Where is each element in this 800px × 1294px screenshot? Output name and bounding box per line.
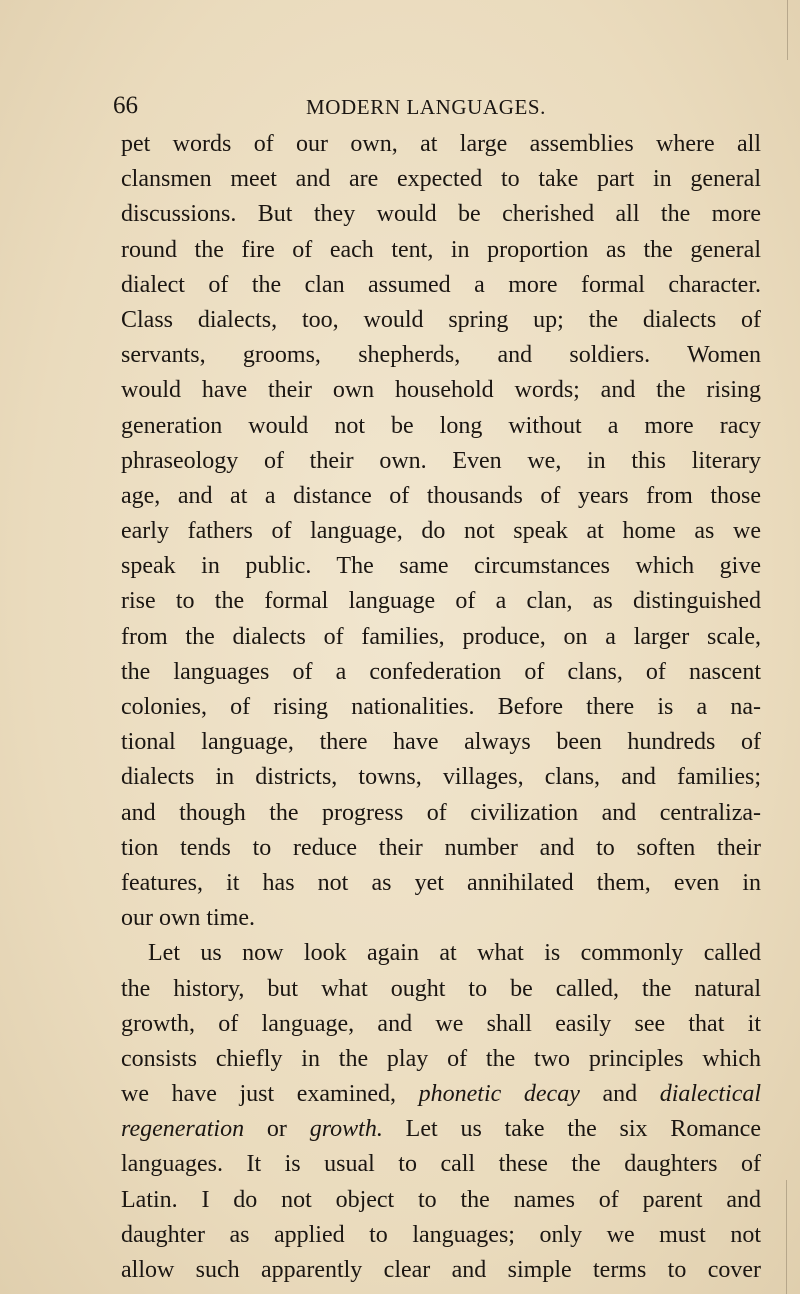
text-line: from the dialects of families, produce, on a larger scale, [121,623,761,650]
text-line: allow such apparently clear and simple terms to cover [121,1257,761,1283]
text-span: Let us take the six Romance [382,1116,761,1143]
text-line: the languages of a confederation of clans, of nascent [121,658,761,685]
text-line: Latin. I do not object to the names of parent and [121,1186,761,1213]
page-number: 66 [113,92,138,119]
text-line: our own time. [121,905,255,932]
text-line: features, it has not as yet annihilated them, even in [121,869,761,896]
text-line: pet words of our own, at large assemblies where all [121,131,761,157]
running-head [113,90,753,122]
text-line: and though the progress of civilization and centraliza- [121,799,761,826]
text-line: growth, of language, and we shall easily see that it [121,1010,761,1037]
italic-term: regeneration [121,1116,245,1143]
text-line: colonies, of rising nationalities. Before there is a na- [121,694,761,720]
text-span: we have just examined, [121,1081,419,1108]
text-line: languages. It is usual to call these the daughters of [121,1151,761,1178]
paragraph-1 [121,127,761,936]
text-line [121,1112,761,1147]
page-edge-mark [787,0,788,60]
text-line: tional language, there have always been hundreds of [121,729,761,756]
text-line: dialect of the clan assumed a more formal character. [121,271,761,298]
text-line: rise to the formal language of a clan, as distinguished [121,588,761,615]
text-line: daughter as applied to languages; only we must not [121,1221,761,1248]
text-line: dialects in districts, towns, villages, clans, and families; [121,764,761,791]
paragraph-2 [121,936,761,1288]
text-line: generation would not be long without a more racy [121,412,761,439]
text-line: the history, but what ought to be called, the natural [121,975,761,1002]
page-edge-mark [786,1180,787,1294]
text-line: would have their own household words; and the rising [121,377,761,404]
running-title: MODERN LANGUAGES. [306,95,547,119]
italic-term: dialectical [659,1081,762,1108]
text-line: speak in public. The same circumstances which give [121,553,761,580]
text-line: early fathers of language, do not speak at home as we [121,518,761,545]
text-line: servants, grooms, shepherds, and soldiers. Women [121,342,761,369]
text-line: Class dialects, too, would spring up; the dialects of [121,306,761,333]
text-line: clansmen meet and are expected to take part in general [121,166,761,193]
text-line: discussions. But they would be cherished all the more [121,201,761,228]
text-line: Let us now look again at what is commonly called [148,940,761,967]
italic-term: phonetic decay [418,1081,580,1108]
text-line [121,1077,761,1112]
body-text [121,127,761,1288]
text-line: phraseology of their own. Even we, in this literary [121,447,761,474]
text-span: or [244,1116,310,1143]
text-line: tion tends to reduce their number and to soften their [121,834,761,861]
text-line: consists chiefly in the play of the two principles which [121,1045,761,1072]
text-span: and [579,1081,660,1108]
text-line: age, and at a distance of thousands of years from those [121,482,761,509]
text-line: round the fire of each tent, in proportion as the general [121,236,761,263]
italic-term: growth. [309,1116,383,1143]
